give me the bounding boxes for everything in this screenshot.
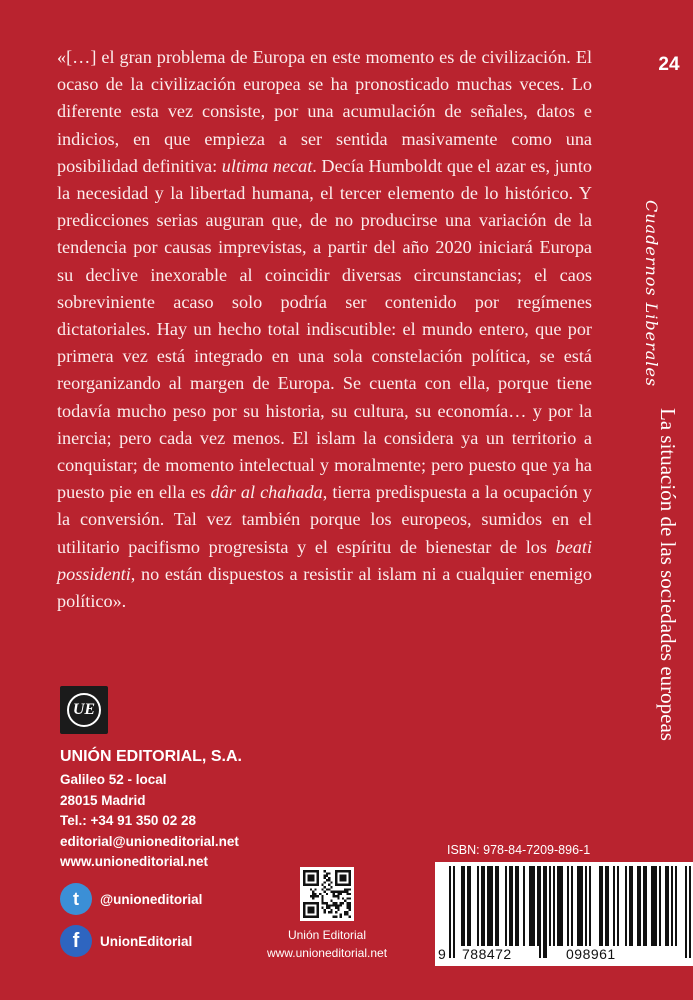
- qr-module: [312, 893, 314, 895]
- qr-module: [321, 900, 323, 902]
- barcode-bar: [483, 866, 485, 946]
- qr-module: [328, 884, 330, 886]
- qr-code-graphic: [303, 870, 351, 918]
- barcode-digit-first: 9: [438, 946, 446, 962]
- qr-module: [337, 904, 339, 906]
- qr-module: [342, 897, 344, 899]
- publisher-phone: Tel.: +34 91 350 02 28: [60, 813, 196, 828]
- barcode-bar: [617, 866, 619, 946]
- qr-module: [330, 886, 332, 888]
- qr-module: [326, 888, 328, 890]
- qr-module: [328, 907, 330, 909]
- qr-module: [340, 916, 342, 918]
- barcode-bar: [481, 866, 483, 946]
- barcode-bar: [577, 866, 579, 946]
- barcode-bar: [631, 866, 633, 946]
- barcode-bar: [461, 866, 463, 946]
- publisher-name: UNIÓN EDITORIAL, S.A.: [60, 748, 242, 765]
- qr-module: [337, 891, 339, 893]
- barcode-bar: [629, 866, 631, 946]
- barcode-bar: [495, 866, 497, 946]
- qr-module: [349, 916, 351, 918]
- barcode-bar: [675, 866, 677, 946]
- barcode-bar: [581, 866, 583, 946]
- qr-module: [324, 870, 326, 872]
- barcode-bar: [655, 866, 657, 946]
- qr-module: [333, 916, 335, 918]
- qr-module: [333, 904, 335, 906]
- blurb-text: , tierra predispuesta a la ocupación y la conversión. Tal vez también porque los europeos, sumidos en el utilitario pacifismo progresista y el espíritu de bienestar de los: [57, 482, 592, 557]
- qr-module: [330, 904, 332, 906]
- qr-module: [340, 875, 347, 882]
- qr-module: [342, 891, 344, 893]
- qr-module: [337, 897, 339, 899]
- qr-module: [312, 891, 314, 893]
- barcode-bar: [653, 866, 655, 946]
- qr-module: [324, 875, 326, 877]
- qr-module: [324, 891, 326, 893]
- qr-module: [321, 897, 323, 899]
- barcode-bar: [599, 866, 601, 946]
- qr-module: [324, 902, 326, 904]
- barcode-bar: [601, 866, 603, 946]
- publisher-logo-mark: UE: [67, 693, 101, 727]
- qr-module: [335, 907, 337, 909]
- qr-module: [335, 904, 337, 906]
- barcode-bar: [549, 866, 551, 946]
- blurb-text: . Decía Humboldt que el azar es, junto la necesidad y la libertad humana, el tercer elemento de lo histórico. Y predicciones serias auguran que, de no producirse una variación de la tendencia por causas imprevistas, a partir del año 2020 iniciará Europa su declive inexorable al coincidir diversas circunstancias; el caos sobreviniente acaso solo podría ser contenido por regímenes dictatoriales. Hay un hecho total indiscutible: el mundo entero, que por primera vez está integrado en una sola constelación política, se está reorganizando al margen de Europa. Se cuenta con ella, porque tiene todavía mucho peso por su historia, su cultura, su economía… y por la inercia; pero cada vez menos. El islam la considera ya un territorio a conquistar; de momento intelectual y moralmente; pero puesto que ya ha puesto pie en ella es: [57, 155, 592, 503]
- barcode-bar: [491, 866, 493, 946]
- barcode-bar: [607, 866, 609, 946]
- barcode-bar: [567, 866, 569, 946]
- barcode-bar: [579, 866, 581, 946]
- barcode-bar: [553, 866, 555, 946]
- qr-module: [349, 888, 351, 890]
- barcode-bar: [477, 866, 479, 946]
- barcode-bar: [463, 866, 465, 946]
- qr-module: [328, 911, 330, 913]
- qr-module: [346, 904, 348, 906]
- qr-module: [349, 909, 351, 911]
- qr-module: [321, 902, 323, 904]
- qr-module: [324, 886, 326, 888]
- blurb-italic-term: ultima necat: [221, 155, 313, 176]
- qr-module: [340, 891, 342, 893]
- barcode-bar: [487, 866, 489, 946]
- qr-module: [335, 891, 337, 893]
- qr-module: [337, 909, 339, 911]
- barcode-bar: [497, 866, 499, 946]
- qr-module: [330, 909, 332, 911]
- qr-module: [326, 875, 328, 877]
- qr-module: [349, 893, 351, 895]
- qr-module: [337, 893, 339, 895]
- publisher-info: [60, 744, 242, 873]
- qr-module: [344, 913, 346, 915]
- blurb-text: «[…] el gran problema de Europa en este momento es de civilización. El ocaso de la civilización europea se ha pronosticado muchas veces. Lo diferente esta vez consiste, por una acumulación de señales, datos e indicios, en que empieza a ser sentida masivamente como una posibilidad definitiva:: [57, 47, 592, 176]
- qr-module: [312, 895, 314, 897]
- qr-module: [314, 895, 316, 897]
- qr-module: [333, 891, 335, 893]
- spine-title: La situación de las sociedades europeas: [656, 408, 680, 741]
- facebook-link[interactable]: [60, 925, 192, 957]
- barcode-bar: [571, 866, 573, 946]
- back-cover-blurb: [57, 44, 592, 615]
- qr-module: [342, 902, 344, 904]
- qr-module: [346, 911, 348, 913]
- qr-module: [346, 913, 348, 915]
- qr-module: [324, 911, 326, 913]
- qr-module: [326, 902, 328, 904]
- qr-module: [326, 872, 328, 874]
- barcode-bar: [517, 866, 519, 946]
- barcode-bar: [651, 866, 653, 946]
- qr-module: [308, 875, 315, 882]
- barcode-bar: [645, 866, 647, 946]
- barcode-bar: [613, 866, 615, 946]
- qr-module: [333, 893, 335, 895]
- series-name: Cuadernos Liberales: [642, 200, 661, 388]
- barcode-bar: [523, 866, 525, 946]
- qr-module: [349, 902, 351, 904]
- barcode-bar: [559, 866, 561, 946]
- qr-module: [321, 907, 323, 909]
- qr-module: [312, 897, 314, 899]
- barcode-bar: [533, 866, 535, 946]
- qr-module: [310, 888, 312, 890]
- qr-module: [349, 907, 351, 909]
- publisher-logo: [60, 686, 108, 734]
- qr-module: [335, 911, 337, 913]
- barcode-bar: [515, 866, 517, 946]
- barcode-bar: [665, 866, 667, 946]
- qr-module: [340, 893, 342, 895]
- barcode-bar: [531, 866, 533, 946]
- qr-module: [330, 911, 332, 913]
- series-number: 24: [658, 54, 680, 75]
- qr-module: [317, 895, 319, 897]
- barcode-bar: [589, 866, 591, 946]
- twitter-link[interactable]: [60, 883, 202, 915]
- qr-module: [326, 907, 328, 909]
- qr-module: [340, 904, 342, 906]
- barcode-bar: [643, 866, 645, 946]
- publisher-address-line2: 28015 Madrid: [60, 792, 146, 808]
- qr-module: [328, 877, 330, 879]
- blurb-italic-term: dâr al chahada: [210, 482, 323, 503]
- qr-module: [328, 879, 330, 881]
- qr-module: [346, 897, 348, 899]
- qr-module: [321, 884, 323, 886]
- qr-module: [335, 902, 337, 904]
- qr-module: [337, 895, 339, 897]
- barcode-bar: [509, 866, 511, 946]
- qr-module: [346, 891, 348, 893]
- qr-module: [346, 888, 348, 890]
- qr-module: [321, 895, 323, 897]
- qr-module: [337, 907, 339, 909]
- twitter-icon: t: [60, 883, 92, 915]
- barcode-bar: [469, 866, 471, 946]
- qr-module: [335, 895, 337, 897]
- qr-module: [328, 872, 330, 874]
- barcode-bar: [639, 866, 641, 946]
- barcode-digits-right: 098961: [566, 946, 616, 962]
- qr-module: [326, 893, 328, 895]
- blurb-text: , no están dispuestos a resistir al islam ni a cualquier enemigo político».: [57, 563, 592, 612]
- barcode-bar: [561, 866, 563, 946]
- qr-module: [344, 891, 346, 893]
- barcode-bar: [511, 866, 513, 946]
- qr-module: [324, 881, 326, 883]
- qr-module: [330, 881, 332, 883]
- qr-module: [328, 888, 330, 890]
- qr-module: [346, 893, 348, 895]
- barcode-bar: [605, 866, 607, 946]
- publisher-web: www.unioneditorial.net: [60, 854, 208, 869]
- barcode-bar: [529, 866, 531, 946]
- qr-module: [346, 902, 348, 904]
- barcode-digits-left: 788472: [462, 946, 512, 962]
- qr-module: [344, 911, 346, 913]
- qr-module: [324, 909, 326, 911]
- barcode-bar: [671, 866, 673, 946]
- qr-module: [310, 895, 312, 897]
- twitter-handle: @unioneditorial: [100, 891, 203, 907]
- qr-module: [340, 913, 342, 915]
- barcode-bar: [637, 866, 639, 946]
- barcode-bar: [659, 866, 661, 946]
- qr-module: [344, 888, 346, 890]
- publisher-address-line1: Galileo 52 - local: [60, 772, 167, 787]
- barcode-bar: [537, 866, 539, 946]
- qr-module: [330, 891, 332, 893]
- qr-module: [346, 907, 348, 909]
- qr-module: [333, 902, 335, 904]
- qr-caption-name: Unión Editorial: [287, 928, 367, 942]
- qr-module: [328, 904, 330, 906]
- qr-module: [349, 897, 351, 899]
- barcode-bar: [467, 866, 469, 946]
- qr-module: [319, 893, 321, 895]
- barcode-bar: [557, 866, 559, 946]
- isbn-label: ISBN: 978-84-7209-896-1: [447, 843, 591, 857]
- qr-module: [335, 916, 337, 918]
- qr-module: [326, 879, 328, 881]
- blurb-italic-term: beati possidenti: [57, 536, 592, 584]
- qr-caption-web: www.unioneditorial.net: [266, 946, 388, 960]
- barcode-bar: [689, 866, 691, 958]
- qr-module: [324, 877, 326, 879]
- barcode-bar: [505, 866, 507, 946]
- qr-module: [333, 895, 335, 897]
- qr-module: [349, 904, 351, 906]
- qr-module: [340, 902, 342, 904]
- barcode-bar: [489, 866, 491, 946]
- qr-module: [308, 907, 315, 914]
- barcode-bar: [585, 866, 587, 946]
- facebook-handle: UnionEditorial: [100, 933, 193, 949]
- facebook-icon: f: [60, 925, 92, 957]
- barcode-digits: [438, 944, 688, 964]
- qr-module: [326, 904, 328, 906]
- qr-module: [330, 900, 332, 902]
- qr-module: [314, 888, 316, 890]
- qr-module: [321, 888, 323, 890]
- publisher-email: editorial@unioneditorial.net: [60, 833, 239, 849]
- qr-module: [314, 893, 316, 895]
- qr-module: [344, 900, 346, 902]
- barcode-bar: [667, 866, 669, 946]
- barcode-bar: [625, 866, 627, 946]
- qr-code-icon: [300, 867, 354, 921]
- qr-caption: [260, 926, 394, 962]
